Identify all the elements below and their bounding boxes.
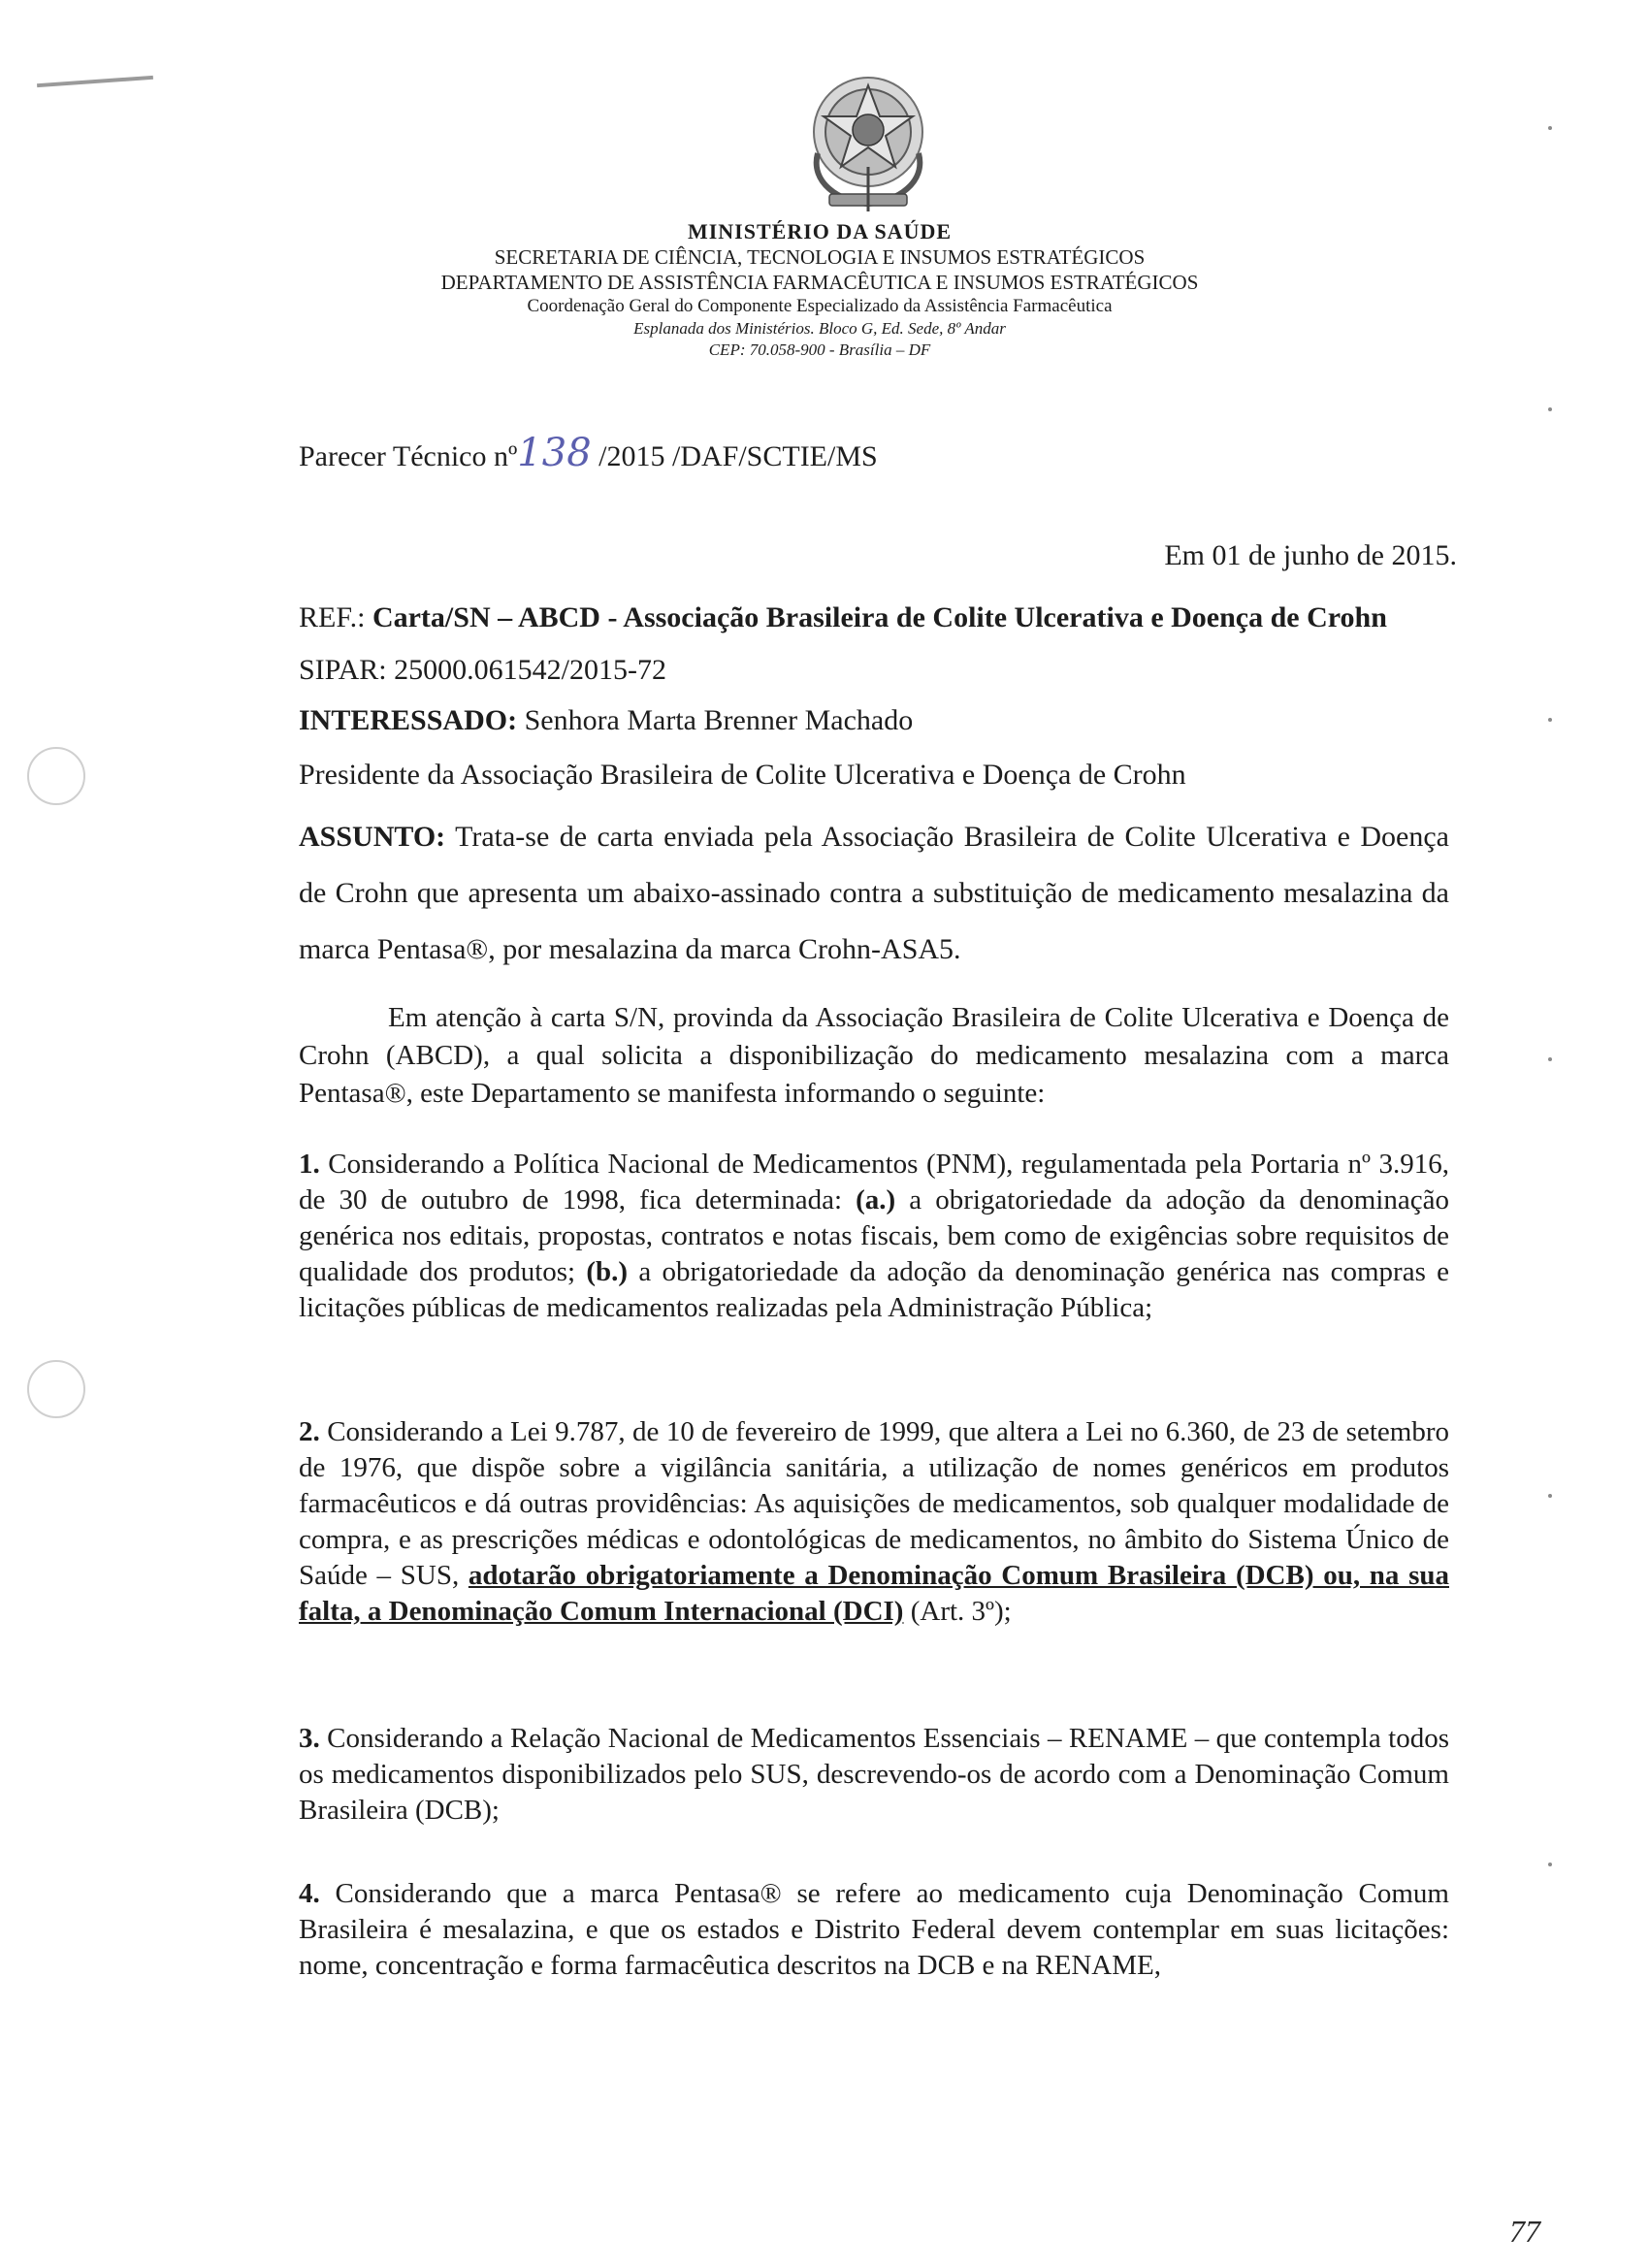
assunto-paragraph xyxy=(299,809,1449,978)
secretariat-name: SECRETARIA DE CIÊNCIA, TECNOLOGIA E INSUMOS ESTRATÉGICOS xyxy=(494,245,1146,269)
item-2-paragraph xyxy=(299,1414,1449,1630)
document-date: Em 01 de junho de 2015. xyxy=(1164,539,1457,571)
coordination-name: Coordenação Geral do Componente Especializado da Assistência Farmacêutica xyxy=(527,296,1113,316)
item-subletter: (b.) xyxy=(586,1256,629,1287)
punch-hole xyxy=(27,747,85,805)
presidente-line: Presidente da Associação Brasileira de Colite Ulcerativa e Doença de Crohn xyxy=(299,759,1186,791)
item-number: 4. xyxy=(299,1878,320,1909)
item-text: Considerando a Política Nacional de Medicamentos (PNM), regulamentada pela Portaria nº 3.916, de 30 de outubro de 1998, fica determinada: xyxy=(299,1149,1449,1215)
scan-mark xyxy=(37,76,153,87)
interessado-line xyxy=(299,704,913,737)
assunto-text: Trata-se de carta enviada pela Associação Brasileira de Colite Ulcerativa e Doença de Crohn que apresenta um abaixo-assinado contra a substituição de medicamento mesalazina da marca Pentasa®, por mesalazina da marca Crohn-ASA5. xyxy=(299,821,1449,965)
scan-speck xyxy=(1548,126,1552,130)
scan-speck xyxy=(1548,1494,1552,1498)
scan-speck xyxy=(1548,718,1552,722)
item-number: 3. xyxy=(299,1723,320,1754)
item-number: 1. xyxy=(299,1149,320,1180)
item-1-paragraph xyxy=(299,1147,1449,1326)
item-number: 2. xyxy=(299,1416,320,1447)
item-text: Considerando que a marca Pentasa® se refere ao medicamento cuja Denominação Comum Brasileira é mesalazina, e que os estados e Distrito Federal devem contemplar em suas licitações: nome, concentração e forma farmacêutica descritos na DCB e na RENAME, xyxy=(299,1878,1449,1981)
handwritten-page-number: 77 xyxy=(1509,2214,1540,2249)
assunto-label: ASSUNTO: xyxy=(299,821,446,853)
address: Esplanada dos Ministérios. Bloco G, Ed. Sede, 8º Andar xyxy=(633,319,1006,338)
item-text: (Art. 3º); xyxy=(903,1596,1012,1627)
brazil-coat-of-arms-emblem xyxy=(791,66,946,221)
cep: CEP: 70.058-900 - Brasília – DF xyxy=(708,340,931,359)
item-subletter: (a.) xyxy=(856,1184,896,1215)
parecer-suffix: /2015 /DAF/SCTIE/MS xyxy=(591,440,878,472)
interessado-text: Senhora Marta Brenner Machado xyxy=(517,704,914,736)
parecer-line xyxy=(299,431,878,475)
scan-speck xyxy=(1548,1863,1552,1866)
reference-line xyxy=(299,601,1387,634)
parecer-prefix: Parecer Técnico nº xyxy=(299,440,518,472)
item-underlined-text: adotarão obrigatoriamente a Denominação Comum Brasileira (DCB) ou, na sua falta, a Denominação Comum Internacional (DCI) xyxy=(299,1560,1449,1627)
ministry-name: MINISTÉRIO DA SAÚDE xyxy=(687,219,953,243)
item-text: Considerando a Lei 9.787, de 10 de fevereiro de 1999, que altera a Lei no 6.360, de 23 de setembro de 1976, que dispõe sobre a vigilância sanitária, a utilização de nomes genéricos em produtos farmacêuticos e dá outras providências: As aquisições de medicamentos, sob qualquer modalidade de compra, e as prescrições médicas e odontológicas de medicamentos, no âmbito do Sistema Único de Saúde – SUS, xyxy=(299,1416,1449,1591)
department-name: DEPARTAMENTO DE ASSISTÊNCIA FARMACÊUTICA E INSUMOS ESTRATÉGICOS xyxy=(440,271,1199,294)
sipar-line: SIPAR: 25000.061542/2015-72 xyxy=(299,654,666,686)
interessado-label: INTERESSADO: xyxy=(299,704,518,736)
scan-speck xyxy=(1548,1057,1552,1061)
letterhead xyxy=(320,219,1319,361)
parecer-number-handwritten: 138 xyxy=(517,431,592,475)
item-text: a obrigatoriedade da adoção da denominação genérica nos editais, propostas, contratos e notas fiscais, bem como de exigências sobre requisitos de qualidade dos produtos; xyxy=(299,1184,1449,1287)
item-text: a obrigatoriedade da adoção da denominação genérica nas compras e licitações públicas de medicamentos realizadas pela Administração Pública; xyxy=(299,1256,1449,1323)
ref-text: Carta/SN – ABCD - Associação Brasileira de Colite Ulcerativa e Doença de Crohn xyxy=(372,601,1387,633)
punch-hole xyxy=(27,1360,85,1418)
item-3-paragraph xyxy=(299,1721,1449,1829)
scan-speck xyxy=(1548,407,1552,411)
ref-label: REF.: xyxy=(299,601,372,633)
item-4-paragraph xyxy=(299,1876,1449,1984)
item-text: Considerando a Relação Nacional de Medicamentos Essenciais – RENAME – que contempla todos os medicamentos disponibilizados pelo SUS, descrevendo-os de acordo com a Denominação Comum Brasileira (DCB); xyxy=(299,1723,1449,1826)
intro-paragraph: Em atenção à carta S/N, provinda da Associação Brasileira de Colite Ulcerativa e Doença de Crohn (ABCD), a qual solicita a disponibilização do medicamento mesalazina com a marca Pentasa®, este Departamento se manifesta informando o seguinte: xyxy=(299,1002,1449,1109)
